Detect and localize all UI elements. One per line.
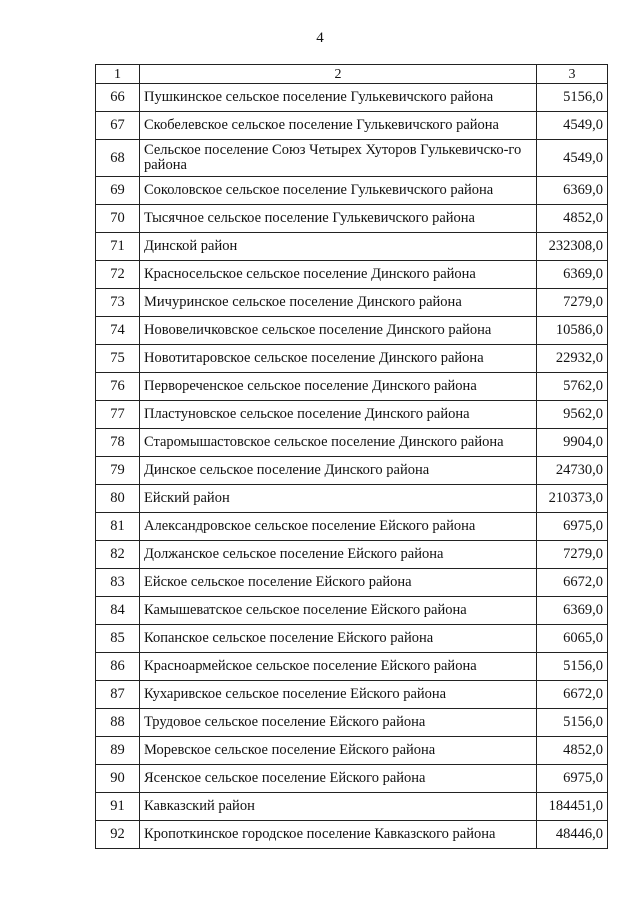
table-row xyxy=(96,373,608,401)
row-value: 232308,0 xyxy=(537,233,608,261)
table-header-row xyxy=(96,65,608,84)
row-number: 70 xyxy=(96,205,140,233)
row-value: 5156,0 xyxy=(537,653,608,681)
table-row xyxy=(96,429,608,457)
row-value: 24730,0 xyxy=(537,457,608,485)
row-number: 67 xyxy=(96,112,140,140)
table-row xyxy=(96,289,608,317)
row-name: Должанское сельское поселение Ейского района xyxy=(140,541,537,569)
row-value: 5156,0 xyxy=(537,709,608,737)
row-number: 91 xyxy=(96,793,140,821)
row-value: 6975,0 xyxy=(537,513,608,541)
row-name: Кухаривское сельское поселение Ейского района xyxy=(140,681,537,709)
row-name: Динской район xyxy=(140,233,537,261)
row-number: 79 xyxy=(96,457,140,485)
row-value: 7279,0 xyxy=(537,289,608,317)
row-name: Кропоткинское городское поселение Кавказского района xyxy=(140,821,537,849)
header-cell-number: 1 xyxy=(96,65,140,84)
row-value: 9904,0 xyxy=(537,429,608,457)
header-cell-value: 3 xyxy=(537,65,608,84)
row-name: Ясенское сельское поселение Ейского района xyxy=(140,765,537,793)
table-row xyxy=(96,177,608,205)
row-value: 184451,0 xyxy=(537,793,608,821)
row-number: 85 xyxy=(96,625,140,653)
row-value: 22932,0 xyxy=(537,345,608,373)
row-value: 6672,0 xyxy=(537,569,608,597)
budget-table xyxy=(95,64,608,849)
row-number: 82 xyxy=(96,541,140,569)
row-value: 5762,0 xyxy=(537,373,608,401)
row-name: Соколовское сельское поселение Гулькевичского района xyxy=(140,177,537,205)
table-row xyxy=(96,625,608,653)
row-number: 72 xyxy=(96,261,140,289)
row-number: 75 xyxy=(96,345,140,373)
row-value: 5156,0 xyxy=(537,84,608,112)
row-name: Ейское сельское поселение Ейского района xyxy=(140,569,537,597)
row-value: 6975,0 xyxy=(537,765,608,793)
row-value: 4549,0 xyxy=(537,140,608,177)
row-value: 6369,0 xyxy=(537,177,608,205)
table-row xyxy=(96,653,608,681)
table-row xyxy=(96,112,608,140)
table-row xyxy=(96,569,608,597)
row-number: 69 xyxy=(96,177,140,205)
row-value: 6369,0 xyxy=(537,261,608,289)
page-number: 4 xyxy=(316,30,324,46)
row-name: Красноармейское сельское поселение Ейского района xyxy=(140,653,537,681)
table-row xyxy=(96,457,608,485)
table-row xyxy=(96,737,608,765)
row-number: 89 xyxy=(96,737,140,765)
row-name: Новотитаровское сельское поселение Динского района xyxy=(140,345,537,373)
row-number: 87 xyxy=(96,681,140,709)
row-name: Александровское сельское поселение Ейского района xyxy=(140,513,537,541)
table-row xyxy=(96,84,608,112)
table-row xyxy=(96,317,608,345)
row-number: 78 xyxy=(96,429,140,457)
row-name: Ейский район xyxy=(140,485,537,513)
row-number: 76 xyxy=(96,373,140,401)
table-row xyxy=(96,205,608,233)
table-row xyxy=(96,821,608,849)
row-number: 88 xyxy=(96,709,140,737)
row-value: 10586,0 xyxy=(537,317,608,345)
table-row xyxy=(96,485,608,513)
row-number: 84 xyxy=(96,597,140,625)
row-number: 86 xyxy=(96,653,140,681)
row-value: 9562,0 xyxy=(537,401,608,429)
table-row xyxy=(96,261,608,289)
row-name: Сельское поселение Союз Четырех Хуторов Гулькевичско-го района xyxy=(140,140,537,177)
row-value: 48446,0 xyxy=(537,821,608,849)
row-number: 74 xyxy=(96,317,140,345)
row-name: Мичуринское сельское поселение Динского района xyxy=(140,289,537,317)
row-name: Скобелевское сельское поселение Гулькевичского района xyxy=(140,112,537,140)
row-name: Тысячное сельское поселение Гулькевичского района xyxy=(140,205,537,233)
table-row xyxy=(96,681,608,709)
row-name: Красносельское сельское поселение Динского района xyxy=(140,261,537,289)
row-number: 77 xyxy=(96,401,140,429)
row-name: Нововеличковское сельское поселение Динского района xyxy=(140,317,537,345)
row-number: 90 xyxy=(96,765,140,793)
row-name: Трудовое сельское поселение Ейского района xyxy=(140,709,537,737)
table-row xyxy=(96,345,608,373)
table-row xyxy=(96,793,608,821)
header-cell-name: 2 xyxy=(140,65,537,84)
row-name: Кавказский район xyxy=(140,793,537,821)
row-value: 210373,0 xyxy=(537,485,608,513)
table-row xyxy=(96,541,608,569)
row-value: 4852,0 xyxy=(537,737,608,765)
row-name: Камышеватское сельское поселение Ейского района xyxy=(140,597,537,625)
row-number: 73 xyxy=(96,289,140,317)
row-value: 6672,0 xyxy=(537,681,608,709)
row-number: 80 xyxy=(96,485,140,513)
table-row xyxy=(96,401,608,429)
row-value: 4852,0 xyxy=(537,205,608,233)
row-name: Старомышастовское сельское поселение Динского района xyxy=(140,429,537,457)
row-name: Первореченское сельское поселение Динского района xyxy=(140,373,537,401)
row-number: 92 xyxy=(96,821,140,849)
row-value: 4549,0 xyxy=(537,112,608,140)
row-name: Пластуновское сельское поселение Динского района xyxy=(140,401,537,429)
row-name: Копанское сельское поселение Ейского района xyxy=(140,625,537,653)
row-number: 66 xyxy=(96,84,140,112)
row-value: 7279,0 xyxy=(537,541,608,569)
row-value: 6369,0 xyxy=(537,597,608,625)
row-name: Динское сельское поселение Динского района xyxy=(140,457,537,485)
row-number: 71 xyxy=(96,233,140,261)
row-name: Пушкинское сельское поселение Гулькевичского района xyxy=(140,84,537,112)
row-number: 83 xyxy=(96,569,140,597)
row-number: 68 xyxy=(96,140,140,177)
table-row xyxy=(96,513,608,541)
table-row xyxy=(96,709,608,737)
row-name: Моревское сельское поселение Ейского района xyxy=(140,737,537,765)
table-row xyxy=(96,597,608,625)
table-row xyxy=(96,233,608,261)
table-row xyxy=(96,765,608,793)
table-row xyxy=(96,140,608,177)
row-number: 81 xyxy=(96,513,140,541)
row-value: 6065,0 xyxy=(537,625,608,653)
